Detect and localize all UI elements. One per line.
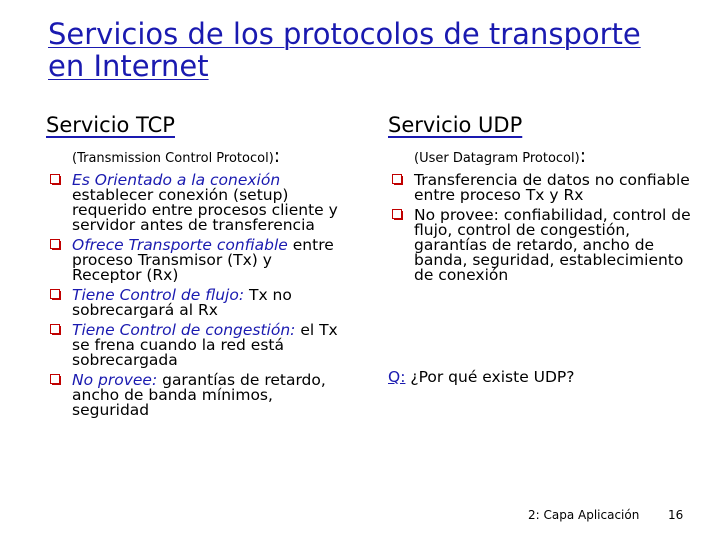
udp-column	[388, 112, 698, 288]
item-emphasis: Ofrece Transporte confiable	[72, 236, 288, 254]
item-text: Tx no sobrecargará al Rx	[72, 286, 292, 319]
question-text: ¿Por qué existe UDP?	[405, 368, 575, 386]
tcp-subtitle	[72, 145, 346, 167]
item-emphasis: Tiene Control de congestión:	[72, 321, 296, 339]
square-bullet-icon	[50, 239, 62, 251]
tcp-column	[46, 112, 346, 423]
square-bullet-icon	[50, 374, 62, 386]
question	[388, 368, 575, 386]
item-emphasis: Es Orientado a la conexión	[72, 171, 281, 189]
square-bullet-icon	[50, 324, 62, 336]
item-text: No provee: confiabilidad, control de flujo, control de congestión, garantías de retardo, ancho de banda, seguridad, establecimiento de conexión	[414, 206, 691, 284]
square-bullet-icon	[392, 174, 404, 186]
item-emphasis: Tiene Control de flujo:	[72, 286, 245, 304]
list-item	[46, 238, 346, 283]
list-item	[46, 373, 346, 418]
list-item	[388, 208, 698, 283]
tcp-subtitle-colon: :	[273, 145, 281, 167]
tcp-list	[46, 173, 346, 418]
square-bullet-icon	[392, 209, 404, 221]
list-item	[388, 173, 698, 203]
list-item	[46, 173, 346, 233]
square-bullet-icon	[50, 174, 62, 186]
item-text: entre proceso Transmisor (Tx) y Receptor (Rx)	[72, 236, 334, 284]
question-label: Q:	[388, 368, 406, 386]
page-number: 16	[668, 508, 684, 522]
item-emphasis: No provee:	[72, 371, 158, 389]
item-text: el Tx se frena cuando la red está sobrecargada	[72, 321, 338, 369]
list-item	[46, 323, 346, 368]
slide-title	[48, 18, 708, 82]
list-item	[46, 288, 346, 318]
udp-subtitle-colon: :	[579, 145, 587, 167]
udp-heading: Servicio UDP	[388, 113, 523, 137]
square-bullet-icon	[50, 289, 62, 301]
udp-list	[388, 173, 698, 283]
tcp-subtitle-text: (Transmission Control Protocol)	[72, 151, 274, 166]
udp-subtitle	[414, 145, 698, 167]
udp-subtitle-text: (User Datagram Protocol)	[414, 151, 580, 166]
item-text: garantías de retardo, ancho de banda mínimos, seguridad	[72, 371, 326, 419]
title-line-2: en Internet	[48, 49, 209, 83]
item-text: establecer conexión (setup) requerido entre procesos cliente y servidor antes de transferencia	[72, 186, 338, 234]
footer-chapter: 2: Capa Aplicación	[528, 508, 640, 522]
item-text: Transferencia de datos no confiable entre proceso Tx y Rx	[414, 171, 690, 204]
tcp-heading: Servicio TCP	[46, 113, 175, 137]
title-line-1: Servicios de los protocolos de transporte	[48, 17, 641, 51]
